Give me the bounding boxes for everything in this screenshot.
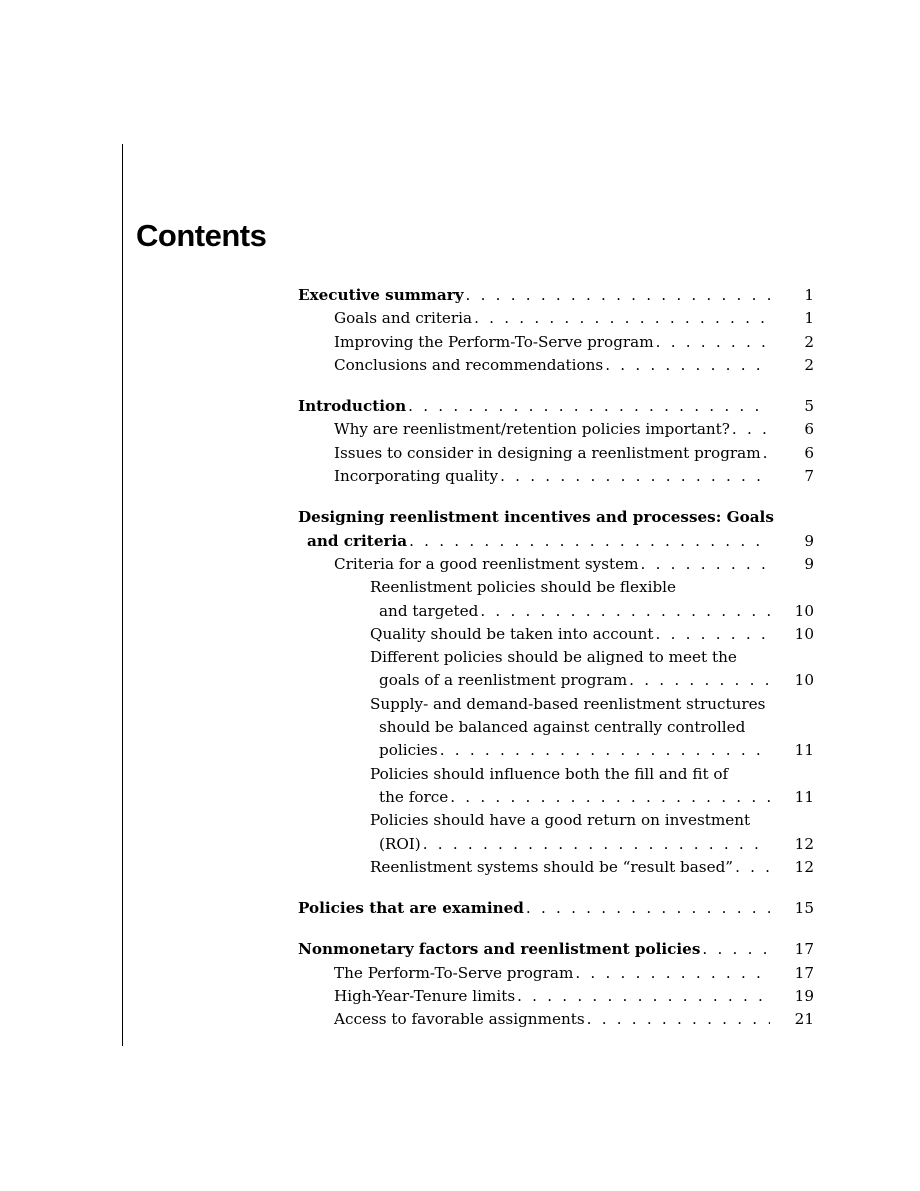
dot-leader xyxy=(474,307,770,330)
dot-leader xyxy=(732,418,770,441)
margin-rule xyxy=(122,144,123,1046)
toc-entry-continued[interactable] xyxy=(298,506,814,529)
toc-entry[interactable] xyxy=(298,442,814,465)
toc-section-executive-summary xyxy=(298,284,814,377)
toc-entry-title: Reenlistment policies should be flexible xyxy=(370,576,678,599)
toc-entry-title: goals of a reenlistment program xyxy=(379,669,629,692)
dot-leader xyxy=(526,897,770,920)
toc-entry-title: (ROI) xyxy=(379,833,423,856)
toc-entry[interactable] xyxy=(298,833,814,856)
toc-entry-title: should be balanced against centrally controlled xyxy=(379,716,747,739)
toc-entry[interactable] xyxy=(298,395,814,418)
toc-entry-page: 9 xyxy=(770,530,814,553)
toc-entry-title: policies xyxy=(379,739,440,762)
dot-leader xyxy=(702,938,770,961)
table-of-contents xyxy=(298,284,814,1050)
dot-leader xyxy=(440,739,770,762)
dot-leader xyxy=(423,833,770,856)
toc-entry-page: 10 xyxy=(770,623,814,646)
toc-entry-page: 17 xyxy=(770,938,814,961)
toc-entry-title: Policies that are examined xyxy=(298,897,526,920)
toc-entry-page: 9 xyxy=(770,553,814,576)
page-title: Contents xyxy=(136,218,267,253)
toc-entry-page: 17 xyxy=(770,962,814,985)
toc-entry-page: 2 xyxy=(770,354,814,377)
dot-leader xyxy=(517,985,770,1008)
toc-entry-page: 6 xyxy=(770,418,814,441)
toc-entry-page: 10 xyxy=(770,669,814,692)
dot-leader xyxy=(735,856,770,879)
toc-entry-continued[interactable] xyxy=(298,576,814,599)
dot-leader xyxy=(408,395,770,418)
toc-entry[interactable] xyxy=(298,307,814,330)
toc-entry-page: 12 xyxy=(770,833,814,856)
dot-leader xyxy=(641,553,770,576)
toc-entry[interactable] xyxy=(298,985,814,1008)
dot-leader xyxy=(629,669,770,692)
toc-entry-continued[interactable] xyxy=(298,809,814,832)
toc-entry-page: 2 xyxy=(770,331,814,354)
toc-entry-page: 11 xyxy=(770,786,814,809)
toc-entry-title: The Perform-To-Serve program xyxy=(334,962,575,985)
toc-entry[interactable] xyxy=(298,354,814,377)
dot-leader xyxy=(466,284,770,307)
dot-leader xyxy=(480,600,770,623)
toc-entry-continued[interactable] xyxy=(298,716,814,739)
toc-entry-title: the force xyxy=(379,786,450,809)
toc-entry-continued[interactable] xyxy=(298,646,814,669)
toc-entry-title: Issues to consider in designing a reenlistment program xyxy=(334,442,763,465)
toc-entry-title: Quality should be taken into account xyxy=(370,623,656,646)
toc-section-policies xyxy=(298,897,814,920)
dot-leader xyxy=(763,442,770,465)
toc-section-introduction xyxy=(298,395,814,488)
toc-entry[interactable] xyxy=(298,331,814,354)
toc-entry-title: Policies should influence both the fill and fit of xyxy=(370,763,730,786)
toc-entry-page: 6 xyxy=(770,442,814,465)
toc-entry[interactable] xyxy=(298,553,814,576)
toc-entry-title: Supply- and demand-based reenlistment structures xyxy=(370,693,767,716)
toc-entry-title: Incorporating quality xyxy=(334,465,500,488)
toc-entry[interactable] xyxy=(298,418,814,441)
toc-entry-title: Executive summary xyxy=(298,284,466,307)
toc-entry-title: Why are reenlistment/retention policies important? xyxy=(334,418,732,441)
toc-entry[interactable] xyxy=(298,938,814,961)
toc-entry-continued[interactable] xyxy=(298,693,814,716)
toc-entry-title: Conclusions and recommendations xyxy=(334,354,605,377)
toc-entry-title: Policies should have a good return on investment xyxy=(370,809,752,832)
toc-entry-title: and targeted xyxy=(379,600,480,623)
toc-section-designing xyxy=(298,506,814,879)
toc-entry-title: High-Year-Tenure limits xyxy=(334,985,517,1008)
toc-entry[interactable] xyxy=(298,465,814,488)
toc-entry-title: Improving the Perform-To-Serve program xyxy=(334,331,656,354)
toc-entry-title: Reenlistment systems should be “result based” xyxy=(370,856,735,879)
dot-leader xyxy=(409,530,770,553)
toc-entry-page: 1 xyxy=(770,307,814,330)
toc-entry-title: Criteria for a good reenlistment system xyxy=(334,553,641,576)
toc-entry-title: and criteria xyxy=(307,530,409,553)
toc-entry-page: 1 xyxy=(770,284,814,307)
toc-entry-page: 11 xyxy=(770,739,814,762)
dot-leader xyxy=(605,354,770,377)
toc-section-nonmonetary xyxy=(298,938,814,1031)
toc-entry[interactable] xyxy=(298,623,814,646)
dot-leader xyxy=(575,962,770,985)
toc-entry-page: 5 xyxy=(770,395,814,418)
toc-entry-title: Different policies should be aligned to meet the xyxy=(370,646,739,669)
toc-entry[interactable] xyxy=(298,669,814,692)
dot-leader xyxy=(450,786,770,809)
toc-entry[interactable] xyxy=(298,897,814,920)
dot-leader xyxy=(656,331,770,354)
toc-entry[interactable] xyxy=(298,284,814,307)
dot-leader xyxy=(500,465,770,488)
dot-leader xyxy=(587,1008,770,1031)
toc-entry[interactable] xyxy=(298,856,814,879)
toc-entry-title: Goals and criteria xyxy=(334,307,474,330)
toc-entry[interactable] xyxy=(298,530,814,553)
toc-entry-title: Access to favorable assignments xyxy=(334,1008,587,1031)
toc-entry[interactable] xyxy=(298,600,814,623)
toc-entry[interactable] xyxy=(298,962,814,985)
toc-entry-page: 12 xyxy=(770,856,814,879)
dot-leader xyxy=(656,623,770,646)
toc-entry[interactable] xyxy=(298,786,814,809)
toc-entry[interactable] xyxy=(298,1008,814,1031)
toc-entry-continued[interactable] xyxy=(298,763,814,786)
toc-entry-page: 21 xyxy=(770,1008,814,1031)
toc-entry-title: Introduction xyxy=(298,395,408,418)
toc-entry-page: 10 xyxy=(770,600,814,623)
toc-entry-title: Designing reenlistment incentives and processes: Goals xyxy=(298,506,776,529)
toc-entry-page: 15 xyxy=(770,897,814,920)
toc-entry[interactable] xyxy=(298,739,814,762)
toc-entry-page: 7 xyxy=(770,465,814,488)
toc-entry-page: 19 xyxy=(770,985,814,1008)
toc-entry-title: Nonmonetary factors and reenlistment policies xyxy=(298,938,702,961)
